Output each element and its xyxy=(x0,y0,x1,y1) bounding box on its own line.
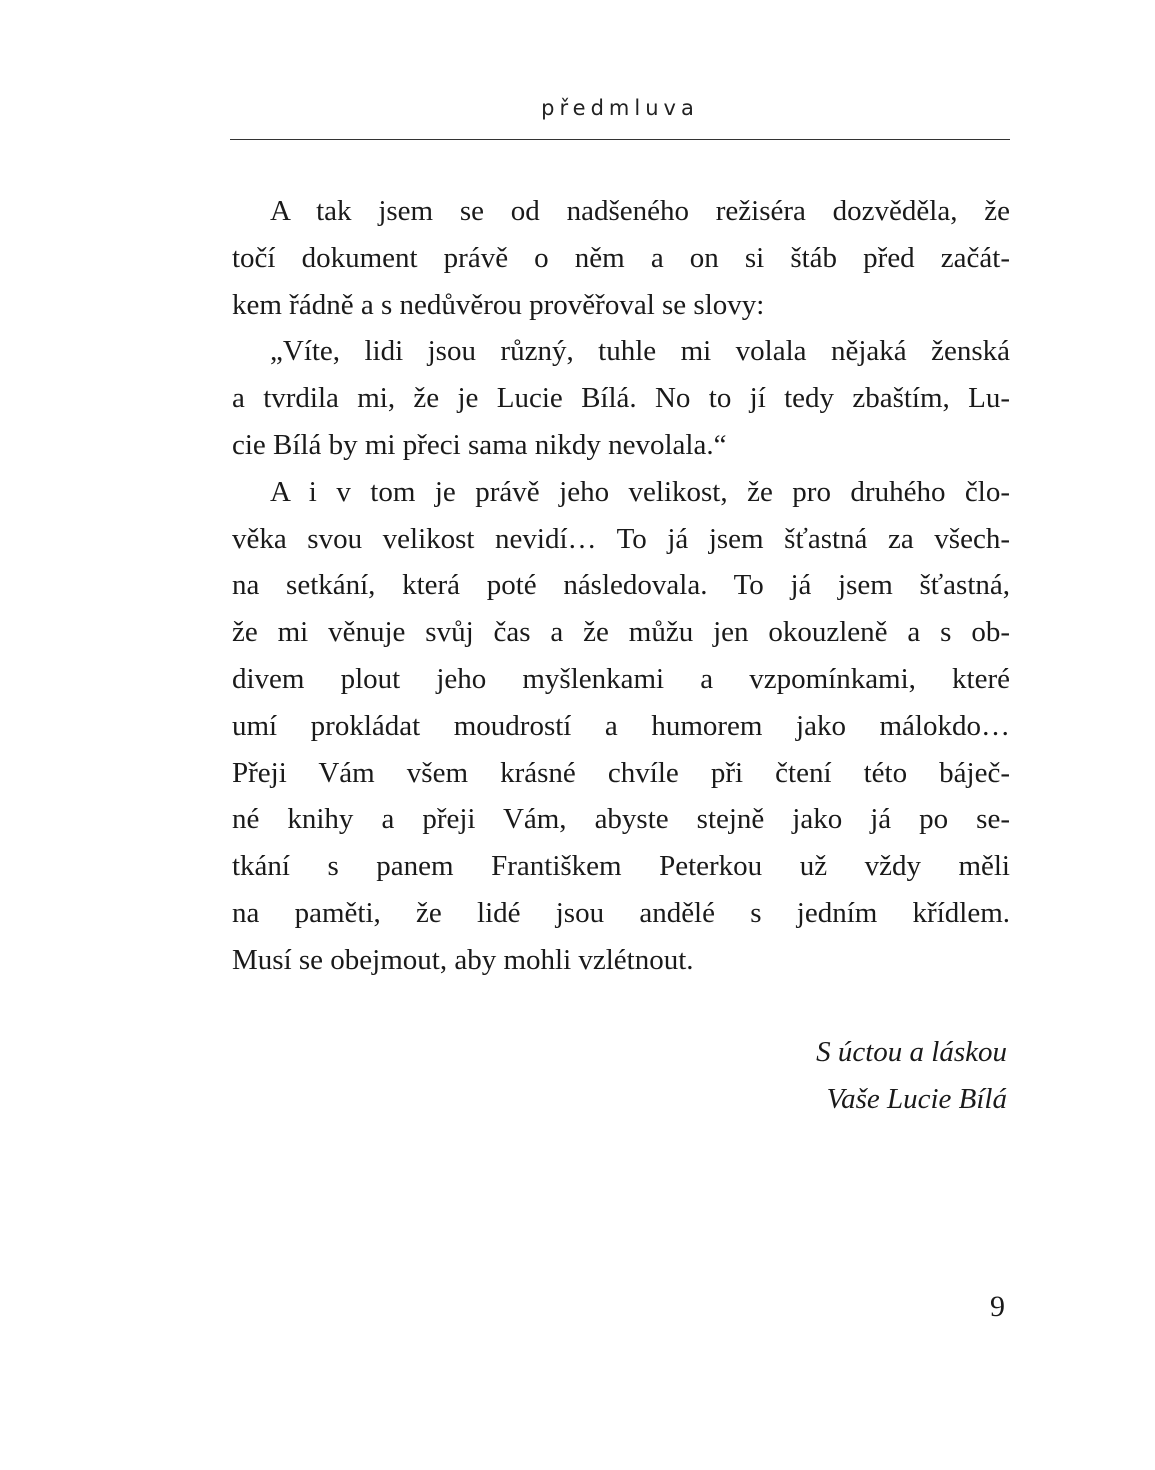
text-line: točí dokument právě o něm a on si štáb před začát- xyxy=(232,241,1010,274)
paragraph xyxy=(232,328,1010,468)
text-line: divem plout jeho myšlenkami a vzpomínkami, které xyxy=(232,662,1010,695)
text-line: cie Bílá by mi přeci sama nikdy nevolala.“ xyxy=(232,428,727,461)
paragraph xyxy=(232,469,1010,984)
text-line: věka svou velikost nevidí… To já jsem šťastná za všech- xyxy=(232,522,1010,555)
text-line: na setkání, která poté následovala. To já jsem šťastná, xyxy=(232,569,1010,602)
header-rule xyxy=(230,139,1010,140)
text-line: né knihy a přeji Vám, abyste stejně jako já po se- xyxy=(232,803,1010,836)
text-line: Musí se obejmout, aby mohli vzlétnout. xyxy=(232,943,694,976)
text-line: A i v tom je právě jeho velikost, že pro druhého člo- xyxy=(270,475,1010,508)
body-text xyxy=(232,188,1010,984)
signature-closing: S úctou a láskou xyxy=(816,1036,1007,1068)
page-number: 9 xyxy=(990,1290,1005,1323)
text-line: a tvrdila mi, že je Lucie Bílá. No to jí tedy zbaštím, Lu- xyxy=(232,382,1010,415)
text-line: A tak jsem se od nadšeného režiséra dozvěděla, že xyxy=(270,195,1010,227)
text-line: „Víte, lidi jsou různý, tuhle mi volala nějaká ženská xyxy=(270,335,1010,368)
signature-name: Vaše Lucie Bílá xyxy=(826,1083,1007,1115)
text-line: Přeji Vám všem krásné chvíle při čtení této báječ- xyxy=(232,756,1010,789)
text-line: že mi věnuje svůj čas a že můžu jen okouzleně a s ob- xyxy=(232,616,1010,649)
text-line: umí prokládat moudrostí a humorem jako málokdo… xyxy=(232,709,1010,742)
text-line: tkání s panem Františkem Peterkou už vždy měli xyxy=(232,850,1010,883)
paragraph xyxy=(232,188,1010,328)
running-header: předmluva xyxy=(541,96,699,120)
text-line: kem řádně a s nedůvěrou prověřoval se slovy: xyxy=(232,288,765,321)
text-line: na paměti, že lidé jsou andělé s jedním křídlem. xyxy=(232,896,1010,929)
